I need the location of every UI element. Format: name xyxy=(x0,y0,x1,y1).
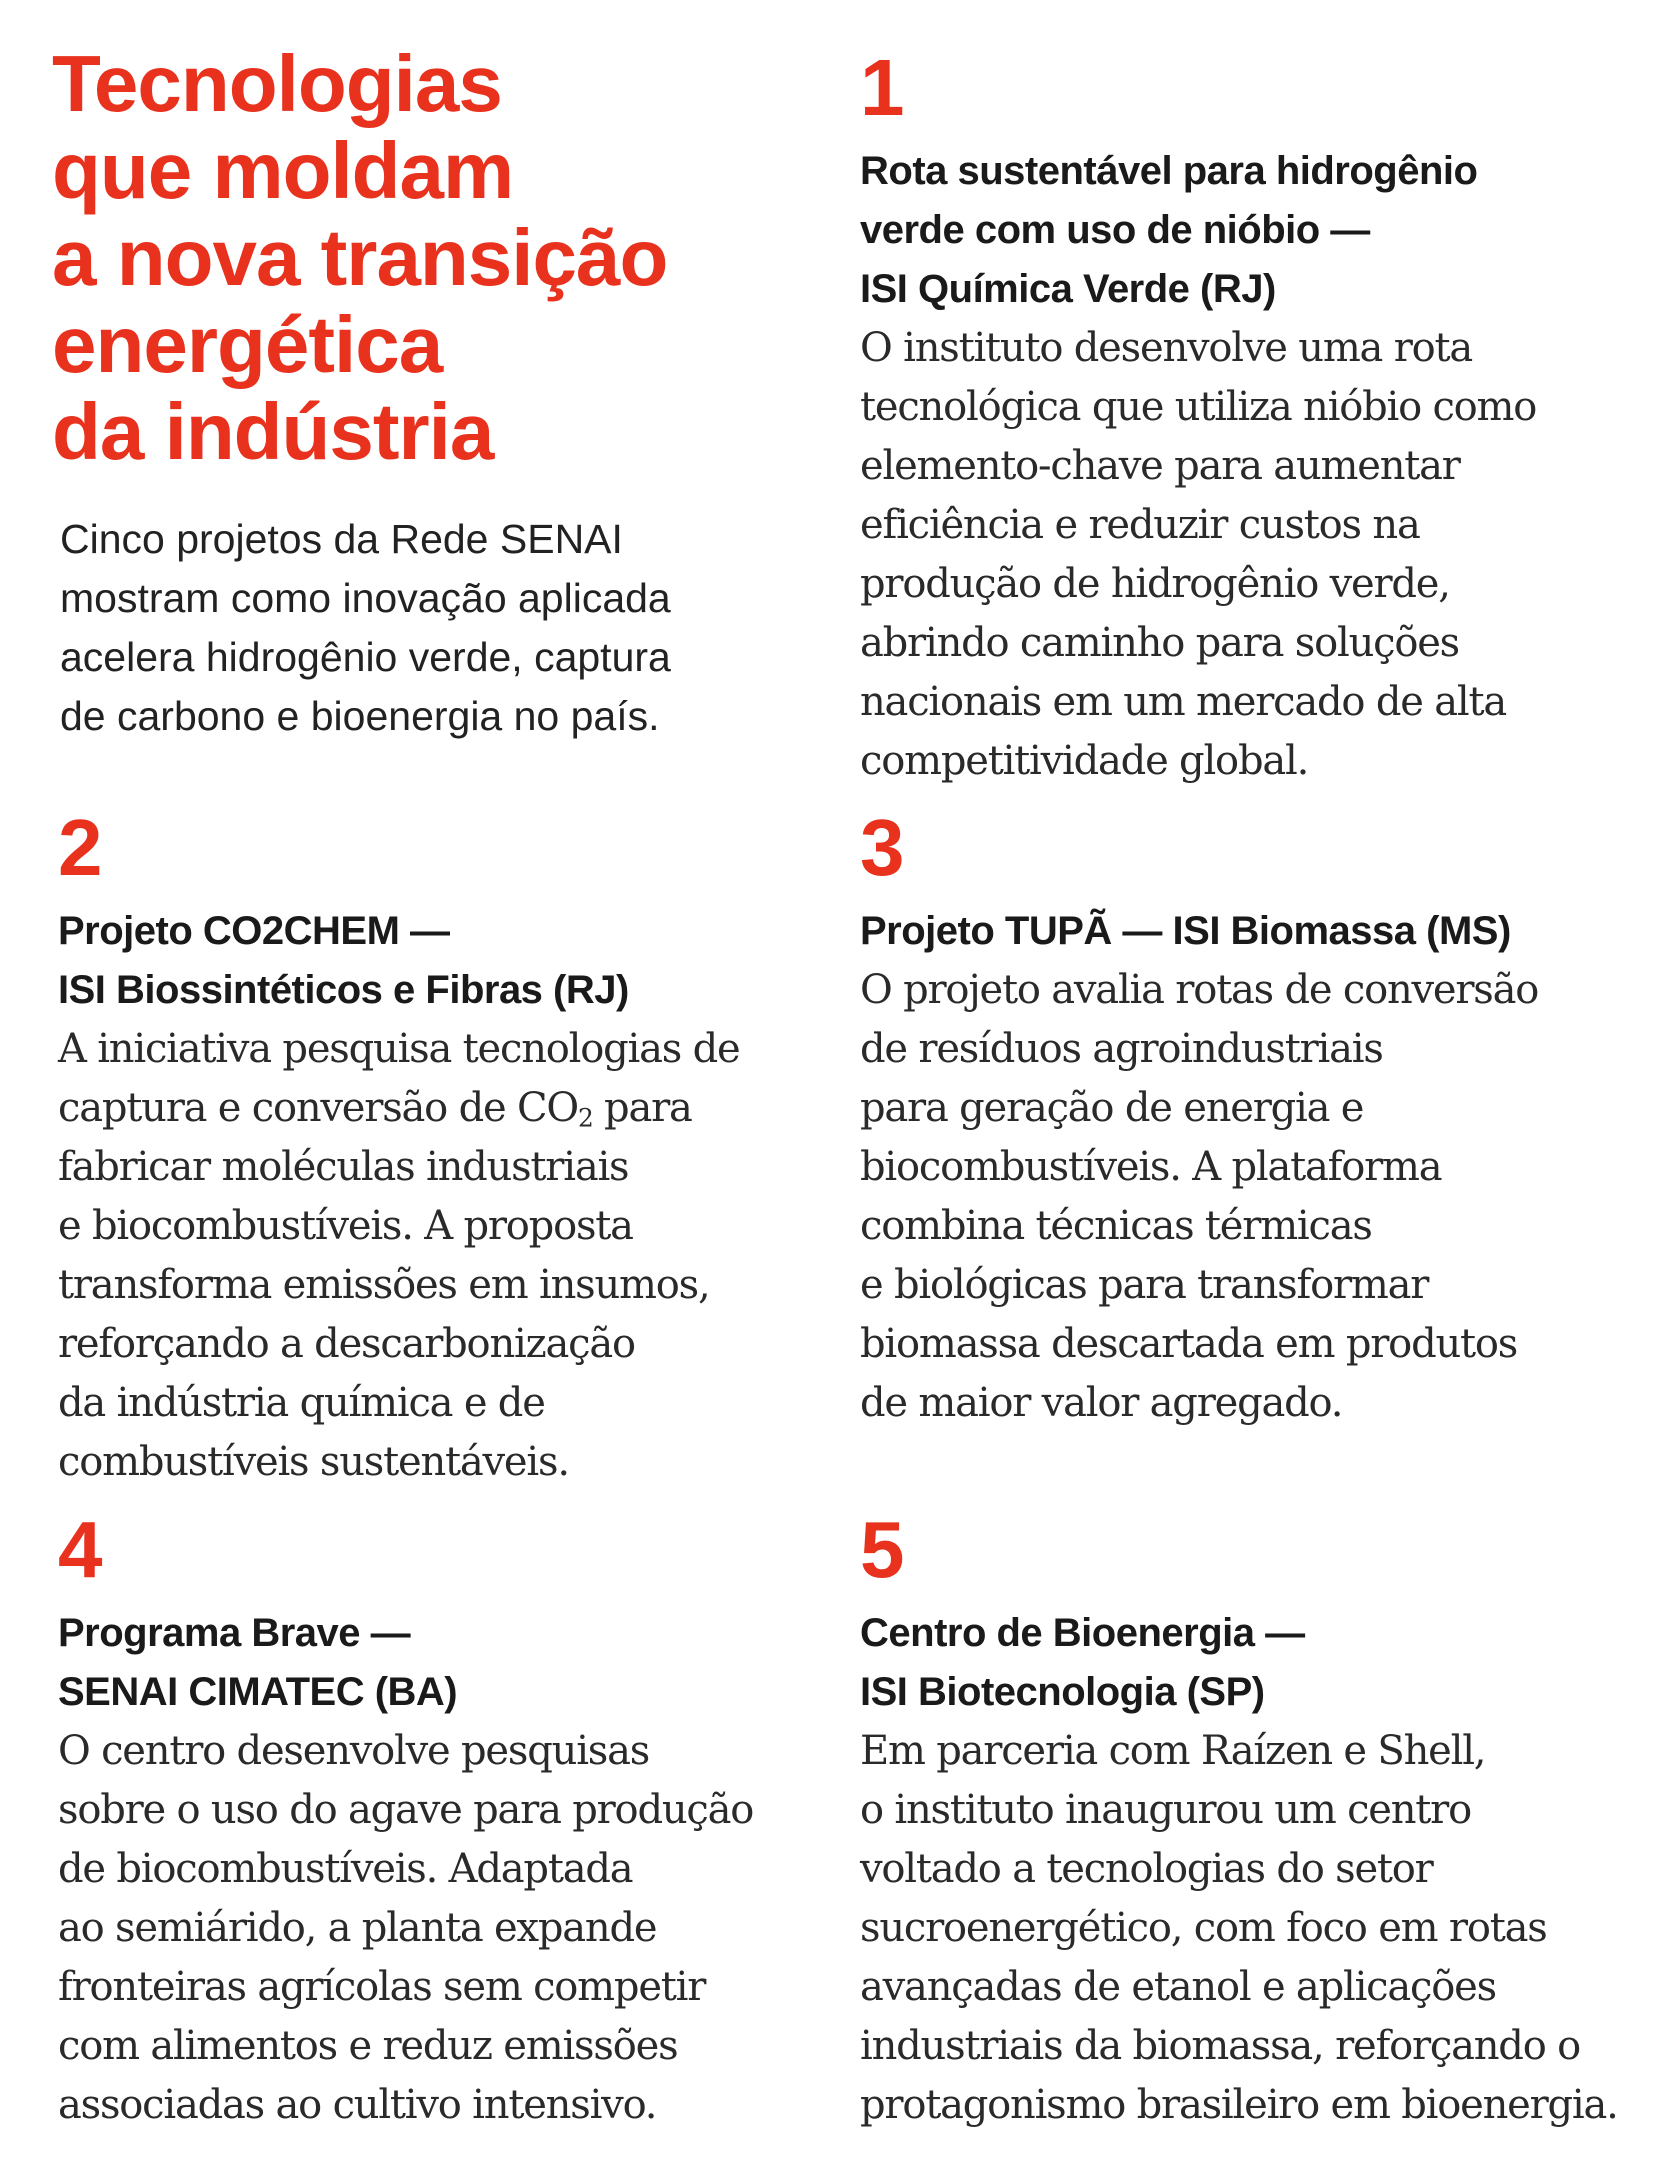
title-line: verde com uso de nióbio — xyxy=(860,208,1370,252)
item-body xyxy=(58,1020,838,1492)
title-line: Rota sustentável para hidrogênio xyxy=(860,149,1478,193)
body-line: nacionais em um mercado de alta xyxy=(860,679,1506,725)
body-line: sobre o uso do agave para produção xyxy=(58,1787,754,1833)
title-line: Tecnologias xyxy=(52,39,502,128)
item-number: 4 xyxy=(58,1505,103,1594)
body-line: abrindo caminho para soluções xyxy=(860,620,1460,666)
co2-suffix: para xyxy=(592,1085,692,1131)
body-line: tecnológica que utiliza nióbio como xyxy=(860,384,1537,430)
co2-text: captura e conversão de CO xyxy=(58,1085,578,1131)
body-line: ao semiárido, a planta expande xyxy=(58,1905,657,1951)
body-line: elemento-chave para aumentar xyxy=(860,443,1460,489)
project-item-3 xyxy=(860,803,1640,1433)
page-title xyxy=(52,40,772,475)
item-title xyxy=(860,902,1640,961)
body-line: Em parceria com Raízen e Shell, xyxy=(860,1728,1486,1774)
intro-line: acelera hidrogênio verde, captura xyxy=(60,634,671,680)
item-title xyxy=(58,1604,838,1722)
body-line: com alimentos e reduz emissões xyxy=(58,2023,678,2069)
title-line: Programa Brave — xyxy=(58,1611,411,1655)
co2-subscript: 2 xyxy=(577,1103,593,1133)
body-line: fabricar moléculas industriais xyxy=(58,1144,629,1190)
intro-line: de carbono e bioenergia no país. xyxy=(60,693,660,739)
body-line: protagonismo brasileiro em bioenergia. xyxy=(860,2082,1618,2128)
body-line: A iniciativa pesquisa tecnologias de xyxy=(58,1026,740,1072)
project-item-2 xyxy=(58,803,838,1492)
body-line: combustíveis sustentáveis. xyxy=(58,1439,569,1485)
item-body xyxy=(860,1722,1640,2135)
body-line: transforma emissões em insumos, xyxy=(58,1262,710,1308)
body-line: reforçando a descarbonização xyxy=(58,1321,635,1367)
body-line: sucroenergético, com foco em rotas xyxy=(860,1905,1547,1951)
body-line: para geração de energia e xyxy=(860,1085,1364,1131)
item-number: 3 xyxy=(860,803,905,892)
item-title xyxy=(860,1604,1640,1722)
item-number: 2 xyxy=(58,803,103,892)
body-line: eficiência e reduzir custos na xyxy=(860,502,1420,548)
item-body xyxy=(860,961,1640,1433)
body-line: o instituto inaugurou um centro xyxy=(860,1787,1471,1833)
project-item-5 xyxy=(860,1505,1640,2135)
title-line: ISI Biotecnologia (SP) xyxy=(860,1670,1265,1714)
body-line: biomassa descartada em produtos xyxy=(860,1321,1518,1367)
body-line: O instituto desenvolve uma rota xyxy=(860,325,1473,371)
title-line: a nova transição xyxy=(52,213,668,302)
title-line: SENAI CIMATEC (BA) xyxy=(58,1670,458,1714)
item-number: 1 xyxy=(860,43,905,132)
item-body xyxy=(58,1722,838,2135)
body-line: biocombustíveis. A plataforma xyxy=(860,1144,1442,1190)
body-line: produção de hidrogênio verde, xyxy=(860,561,1450,607)
project-item-4 xyxy=(58,1505,838,2135)
body-line: e biocombustíveis. A proposta xyxy=(58,1203,633,1249)
body-line: associadas ao cultivo intensivo. xyxy=(58,2082,657,2128)
body-line: e biológicas para transformar xyxy=(860,1262,1429,1308)
item-title xyxy=(58,902,838,1020)
body-line: O centro desenvolve pesquisas xyxy=(58,1728,650,1774)
body-line: industriais da biomassa, reforçando o xyxy=(860,2023,1580,2069)
body-line: combina técnicas térmicas xyxy=(860,1203,1372,1249)
body-line: O projeto avalia rotas de conversão xyxy=(860,967,1539,1013)
title-line: Projeto TUPÃ — ISI Biomassa (MS) xyxy=(860,909,1511,953)
title-line: que moldam xyxy=(52,126,514,215)
project-item-1 xyxy=(860,43,1640,791)
body-line: da indústria química e de xyxy=(58,1380,545,1426)
intro-line: Cinco projetos da Rede SENAI xyxy=(60,516,623,562)
intro-line: mostram como inovação aplicada xyxy=(60,575,671,621)
body-line: avançadas de etanol e aplicações xyxy=(860,1964,1496,2010)
item-number: 5 xyxy=(860,1505,905,1594)
title-line: energética xyxy=(52,300,443,389)
body-line: de resíduos agroindustriais xyxy=(860,1026,1383,1072)
body-line-co2 xyxy=(58,1079,838,1138)
title-line: Centro de Bioenergia — xyxy=(860,1611,1305,1655)
title-line: ISI Química Verde (RJ) xyxy=(860,267,1276,311)
intro-paragraph xyxy=(60,510,780,746)
body-line: voltado a tecnologias do setor xyxy=(860,1846,1433,1892)
item-body xyxy=(860,319,1640,791)
body-line: de maior valor agregado. xyxy=(860,1380,1343,1426)
item-title xyxy=(860,142,1640,319)
body-line: fronteiras agrícolas sem competir xyxy=(58,1964,706,2010)
title-line: da indústria xyxy=(52,387,494,476)
title-line: ISI Biossintéticos e Fibras (RJ) xyxy=(58,968,629,1012)
body-line: de biocombustíveis. Adaptada xyxy=(58,1846,633,1892)
title-line: Projeto CO2CHEM — xyxy=(58,909,450,953)
body-line: competitividade global. xyxy=(860,738,1309,784)
